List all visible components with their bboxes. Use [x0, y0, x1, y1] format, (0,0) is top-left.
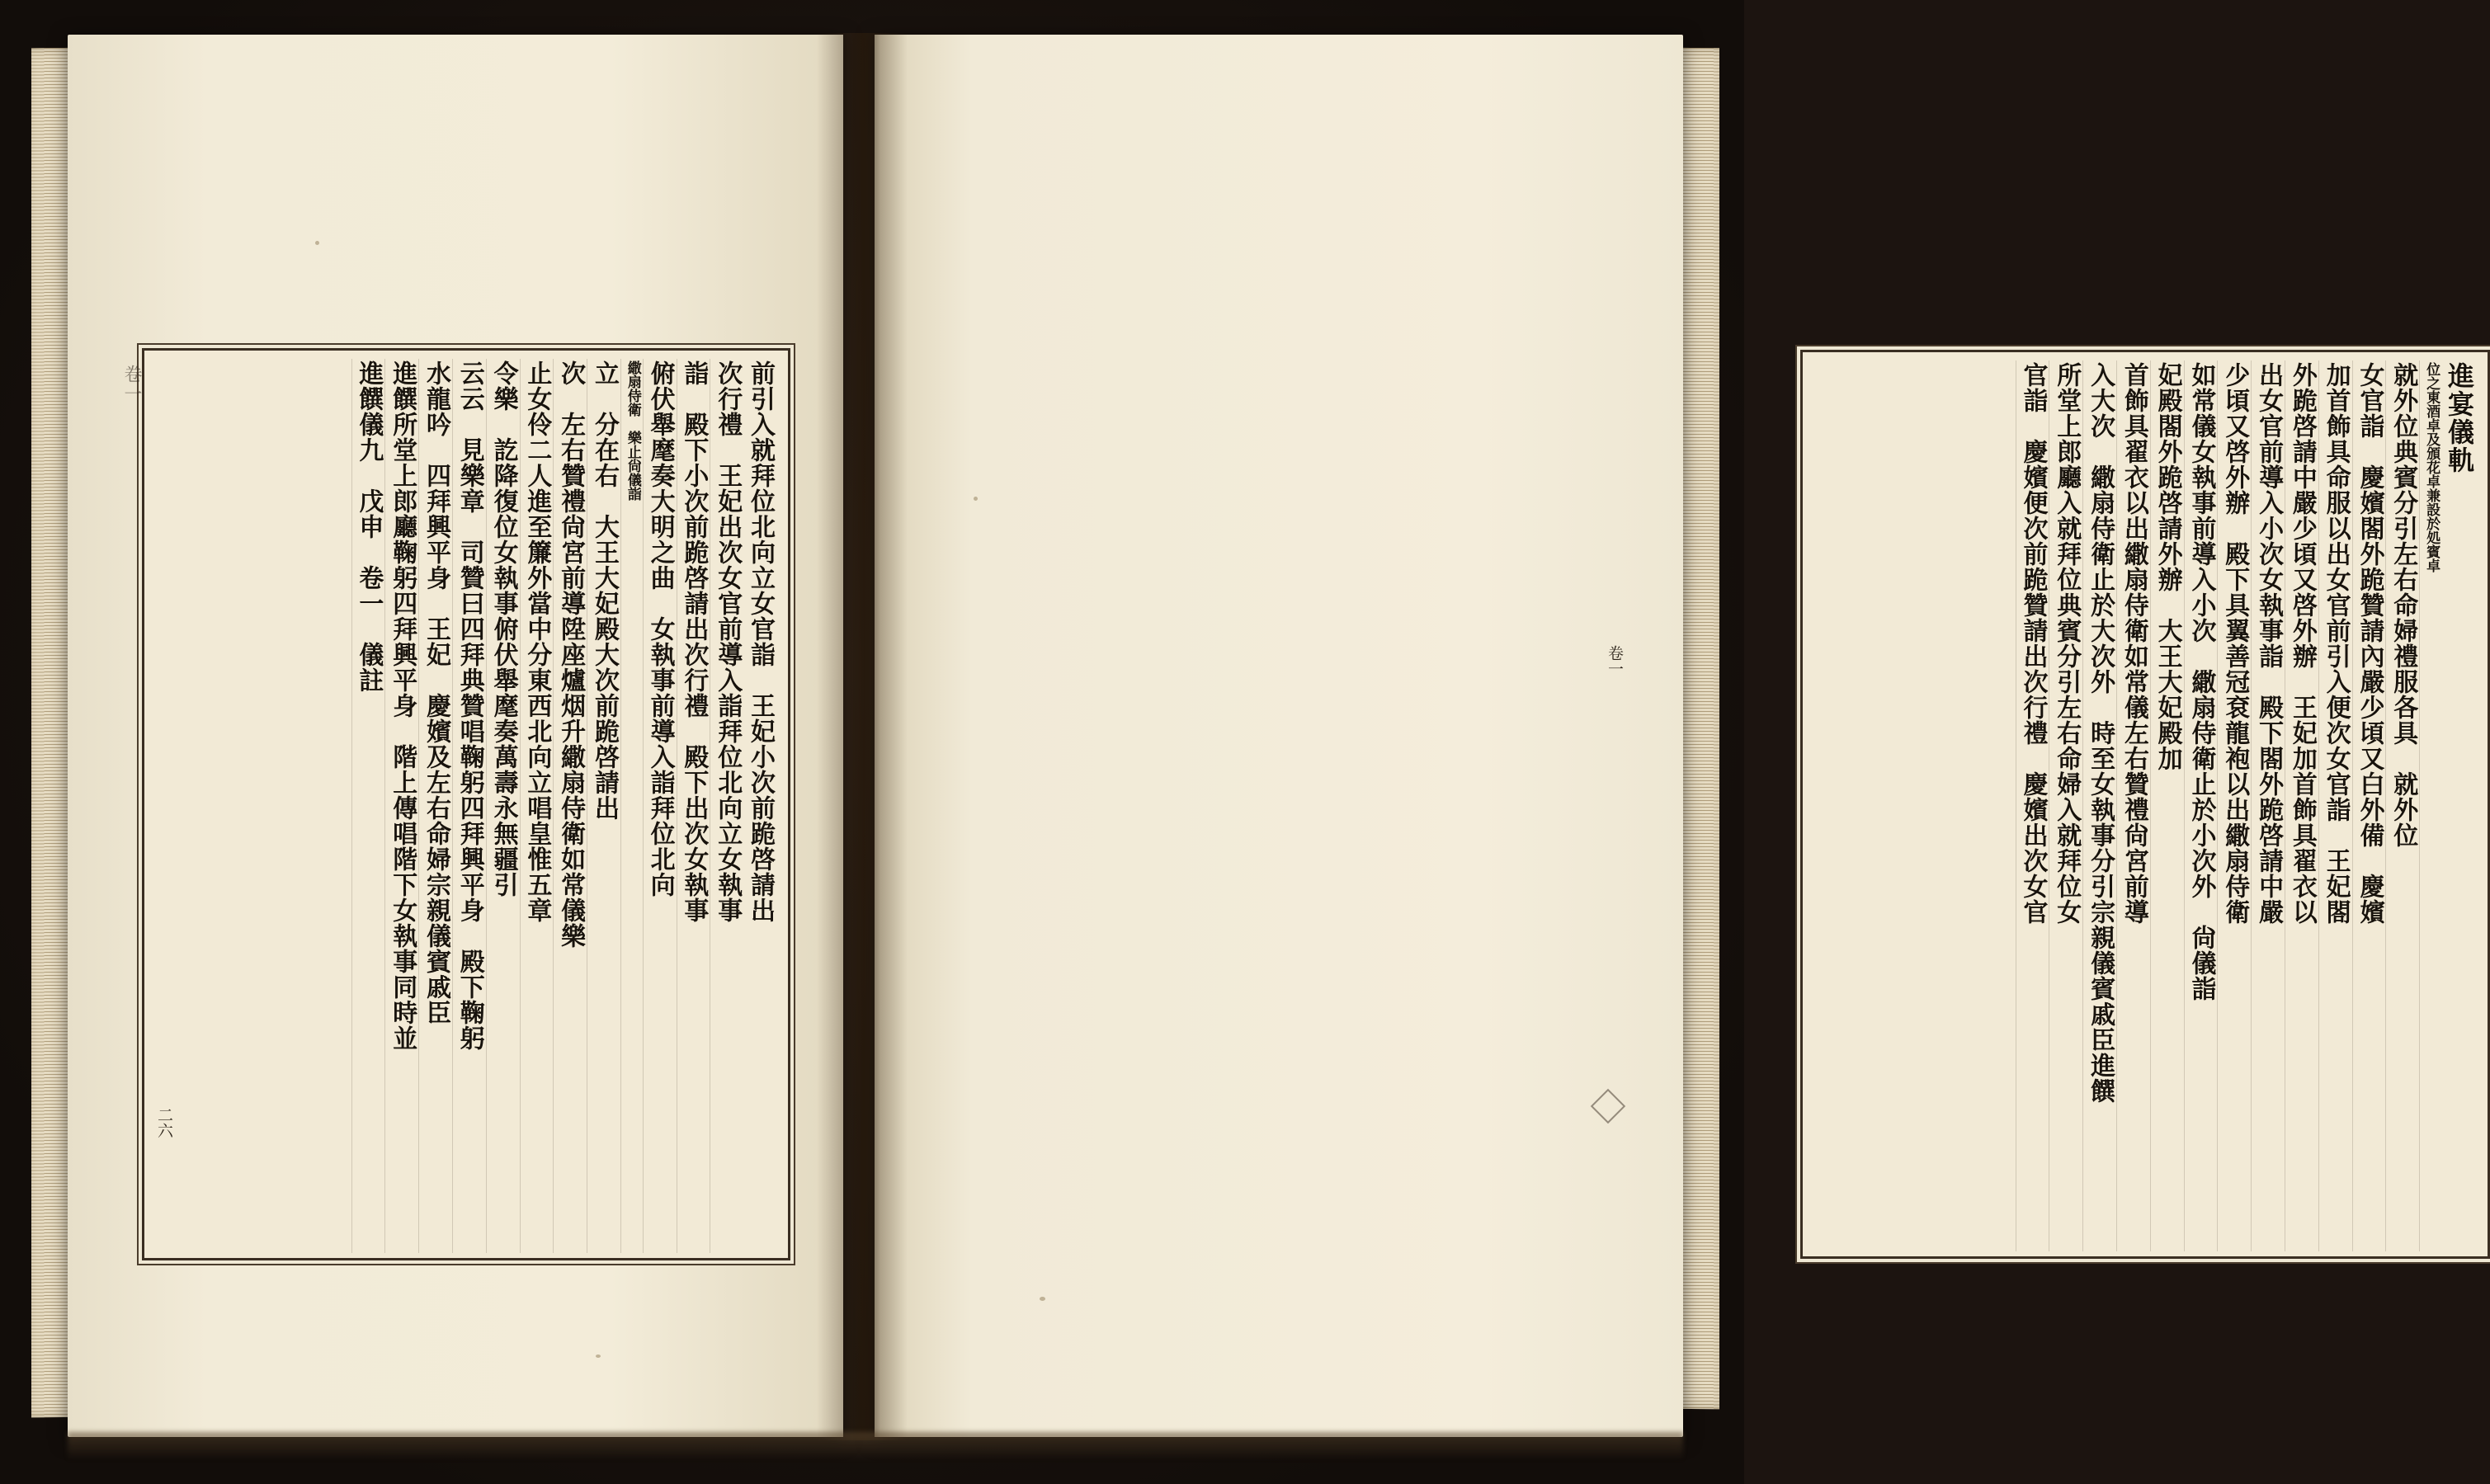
- text-column: 女官詣 慶嬪閤外跪贊請內嚴少頃又白外備 慶嬪: [2352, 360, 2386, 1251]
- text-column: 所堂上郎廳入就拜位典賓分引左右命婦入就拜位女: [2049, 360, 2082, 1251]
- text-column: 次行禮 王妃出次女官前導入詣拜位北向立女執事: [710, 359, 743, 1253]
- paper-speck: [974, 497, 978, 501]
- text-column: 進饌所堂上郎廳鞠躬四拜興平身 階上傳唱階下女執事同時並: [384, 359, 418, 1253]
- text-column-annotation: 位之東酒卓及頒花卓兼設於処賓卓: [2419, 360, 2441, 1251]
- text-column: 就外位典賓分引左右命婦禮服各具 就外位: [2385, 360, 2419, 1251]
- text-column: 水龍吟 四拜興平身 王妃 慶嬪及左右命婦宗親儀賓戚臣: [418, 359, 452, 1253]
- book-title-column: 進宴儀軌: [2444, 362, 2475, 474]
- text-column-title: 進饌儀九 戊申 卷一 儀註: [351, 359, 385, 1253]
- paper-speck: [1040, 1297, 1045, 1301]
- text-column: 詣 殿下小次前跪啓請出次行禮 殿下出次女執事: [677, 359, 710, 1253]
- book-bottom-shadow: [68, 1432, 1683, 1460]
- text-column: 次 左右贊禮尙宮前導陞座爐烟升繖扇侍衛如常儀樂: [553, 359, 587, 1253]
- left-page-text-columns: [156, 359, 776, 1250]
- right-page: [875, 35, 2475, 1437]
- open-book: [25, 15, 2475, 1467]
- text-column: 加首飾具命服以出女官前引入便次女官詣 王妃閤: [2318, 360, 2352, 1251]
- text-column: 入大次 繖扇侍衛止於大次外 時至女執事分引宗親儀賓戚臣進饌: [2082, 360, 2116, 1251]
- text-column: 令樂 訖降復位女執事俯伏舉麾奏萬壽永無疆引: [486, 359, 520, 1253]
- text-column: 云云 見樂章 司贊曰四拜典贊唱鞠躬四拜興平身 殿下鞠躬: [452, 359, 486, 1253]
- text-column: 前引入就拜位北向立女官詣 王妃小次前跪啓請出: [746, 360, 775, 923]
- text-column: 止女伶二人進至簾外當中分東西北向立唱皇惟五章: [520, 359, 554, 1253]
- text-column: 妃殿閤外跪啓請外辦 大王大妃殿加: [2150, 360, 2184, 1251]
- left-page-number: 二六: [155, 1107, 173, 1138]
- right-page-text-columns: [1814, 360, 2476, 1248]
- paper-speck: [596, 1354, 601, 1358]
- text-column: 出女官前導入小次女執事詣 殿下閤外跪啓請中嚴: [2251, 360, 2285, 1251]
- paper-speck: [315, 241, 319, 245]
- right-page-volume-marker: 卷一: [1606, 645, 1624, 676]
- text-column: 俯伏舉麾奏大明之曲 女執事前導入詣拜位北向: [643, 359, 677, 1253]
- text-column-annotation: 繖扇侍衛 樂止尙儀詣: [620, 359, 643, 1253]
- left-page: [68, 35, 843, 1437]
- text-column: 如常儀女執事前導入小次 繖扇侍衛止於小次外 尙儀詣: [2184, 360, 2218, 1251]
- text-column: 立 分在右 大王大妃殿大次前跪啓請出: [587, 359, 620, 1253]
- diamond-register-mark: [1591, 1089, 1625, 1124]
- left-page-spine-label: 卷一: [121, 365, 142, 404]
- left-page-printed-frame: [142, 348, 790, 1260]
- text-column: 首飾具翟衣以出繖扇侍衛如常儀左右贊禮尙宮前導: [2116, 360, 2150, 1251]
- right-page-printed-frame: [1800, 350, 2490, 1259]
- text-column: 外跪啓請中嚴少頃又啓外辦 王妃加首飾具翟衣以: [2285, 360, 2318, 1251]
- text-column: 官詣 慶嬪便次前跪贊請出次行禮 慶嬪出次女官: [2016, 360, 2049, 1251]
- text-column: 少頃又啓外辦 殿下具翼善冠袞龍袍以出繖扇侍衛: [2217, 360, 2251, 1251]
